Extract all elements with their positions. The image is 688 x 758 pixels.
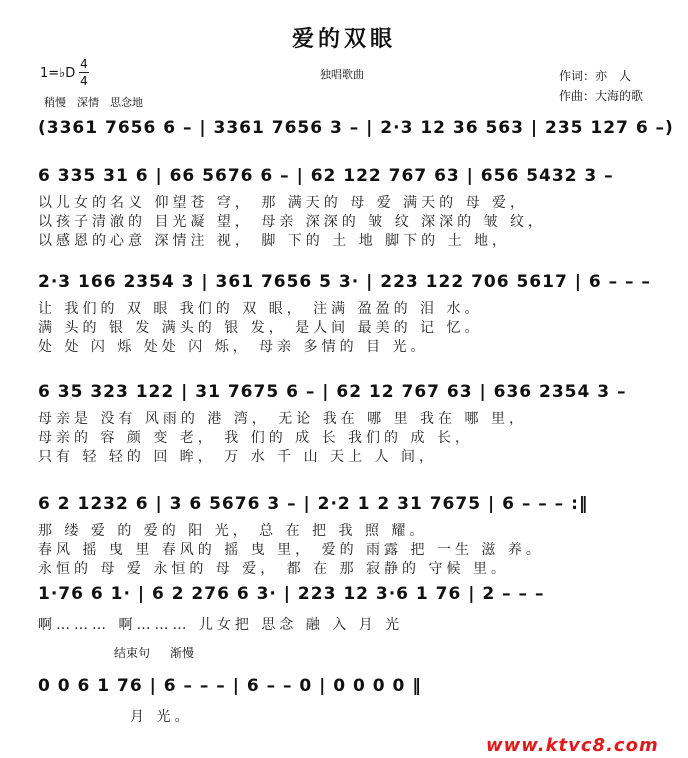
meter-bottom: 4	[80, 74, 88, 88]
lyrics-line-5-verse-1: 那 缕 爱 的 爱的 阳 光， 总 在 把 我 照 耀。	[38, 523, 428, 539]
lyrics-line-3-verse-2: 满 头的 银 发 满头的 银 发， 是人间 最美的 记 忆。	[38, 320, 483, 336]
score-line-1: (3361 7656 6 – | 3361 7656 3 – | 2·3 12 36 563 | 235 127 6 –)	[38, 118, 674, 138]
lyrics-line-5-verse-3: 永恒的 母 爱 永恒的 母 爱， 都 在 那 寂静的 守候 里。	[38, 561, 509, 577]
lyrics-line-3-verse-1: 让 我们的 双 眼 我们的 双 眼， 注满 盈盈的 泪 水。	[38, 301, 483, 317]
lyrics-line-4-verse-3: 只有 轻 轻的 回 眸， 万 水 千 山 天上 人 间，	[38, 449, 437, 465]
lyrics-line-4-verse-1: 母亲是 没有 风雨的 港 湾， 无论 我在 哪 里 我在 哪 里，	[38, 411, 527, 427]
score-line-4: 6 35 323 122 | 31 7675 6 – | 62 12 767 63 | 636 2354 3 –	[38, 382, 627, 402]
time-signature	[79, 57, 89, 88]
lyrics-line-2-verse-1: 以儿女的名义 仰望苍 穹， 那 满天的 母 爱 满天的 母 爱，	[38, 195, 529, 211]
credits	[559, 66, 643, 106]
lyrics-line-4-verse-2: 母亲的 容 颜 变 老， 我 们的 成 长 我们的 成 长，	[38, 430, 473, 446]
song-subtitle: 独唱歌曲	[320, 68, 364, 81]
lyrics-line-7: 月 光。	[130, 709, 193, 725]
composer: 作曲：大海的歌	[559, 89, 644, 103]
site-watermark: www.ktvc8.com	[486, 735, 659, 756]
meter-top: 4	[80, 57, 88, 71]
lyrics-line-2-verse-2: 以孩子清澈的 目光凝 望， 母亲 深深的 皱 纹 深深的 皱 纹，	[38, 214, 547, 230]
key-signature: 1=♭D	[40, 66, 76, 81]
score-line-5: 6 2 1232 6 | 3 6 5676 3 – | 2·2 1 2 31 7675 | 6 – – – :‖	[38, 494, 589, 514]
lyrics-line-5-verse-2: 春风 摇 曳 里 春风的 摇 曳 里， 爱的 雨露 把 一生 滋 养。	[38, 542, 544, 558]
coda-label: 结束句	[114, 646, 151, 660]
tempo-marking: 稍慢 深情 思念地	[44, 96, 143, 109]
score-line-7: 0 0 6 1 76 | 6 – – – | 6 – – 0 | 0 0 0 0 ‖	[38, 676, 422, 696]
lyrics-line-3-verse-3: 处 处 闪 烁 处处 闪 烁， 母亲 多情的 目 光。	[38, 339, 429, 355]
lyricist: 作词：亦 人	[559, 69, 632, 83]
song-title: 爱的双眼	[291, 26, 396, 52]
score-line-3: 2·3 166 2354 3 | 361 7656 5 3· | 223 122 706 5617 | 6 – – –	[38, 272, 651, 292]
score-line-6: 1·76 6 1· | 6 2 276 6 3· | 223 12 3·6 1 76 | 2 – – –	[38, 584, 545, 604]
score-line-2: 6 335 31 6 | 66 5676 6 – | 62 122 767 63 | 656 5432 3 –	[38, 166, 614, 186]
lyrics-line-6: 啊……… 啊……… 儿女把 思念 融 入 月 光	[38, 617, 404, 633]
lyrics-line-2-verse-3: 以感恩的心意 深情注 视， 脚 下的 土 地 脚下的 土 地，	[38, 233, 511, 249]
coda-tempo: 渐慢	[170, 646, 195, 660]
